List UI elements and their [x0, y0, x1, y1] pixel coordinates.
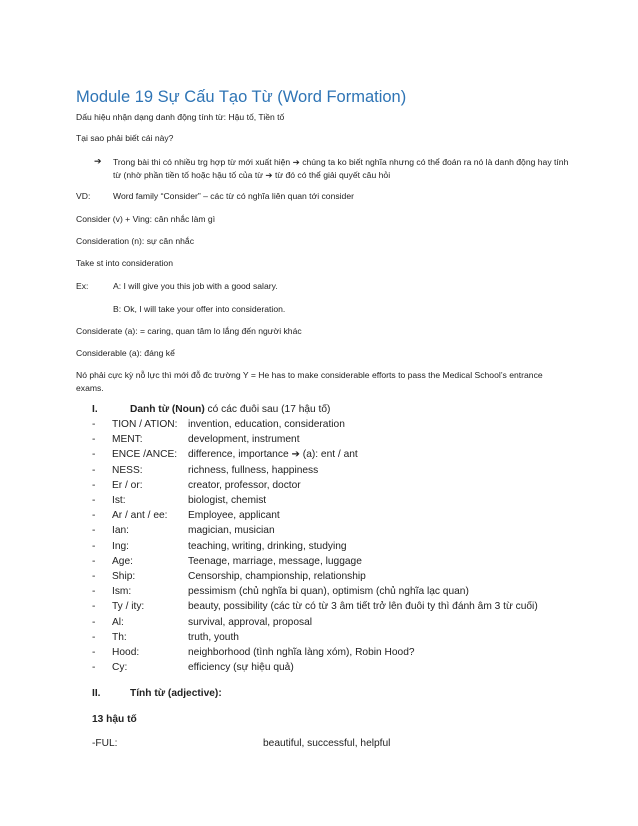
- suffix: Al:: [112, 616, 124, 628]
- suffix: Age:: [112, 555, 133, 567]
- consider-line: Consider (v) + Ving: cân nhắc làm gì: [76, 214, 216, 224]
- list-dash: -: [92, 555, 96, 567]
- list-dash: -: [92, 449, 96, 461]
- list-dash: -: [92, 601, 96, 613]
- suffix-examples: Censorship, championship, relationship: [188, 571, 366, 582]
- suffix: Ar / ant / ee:: [112, 510, 168, 522]
- suffix: MENT:: [112, 434, 143, 446]
- section-heading-adjective: [92, 688, 222, 699]
- arrow-icon: ➔: [94, 156, 102, 166]
- suffix-examples: neighborhood (tình nghĩa làng xóm), Robin Hood?: [188, 647, 415, 658]
- suffix-examples: richness, fullness, happiness: [188, 464, 319, 476]
- suffix-examples: beauty, possibility (các từ có từ 3 âm tiết trở lên đuôi ty thì đánh âm 3 từ cuối): [188, 601, 538, 613]
- adjective-suffix-count: 13 hậu tố: [92, 714, 137, 725]
- section-title: Danh từ (Noun): [130, 404, 205, 415]
- suffix: Ty / ity:: [112, 601, 145, 613]
- suffix-examples: invention, education, consideration: [188, 419, 345, 430]
- bullet-paragraph: Trong bài thi có nhiều trg hợp từ mới xuất hiện ➔ chúng ta ko biết nghĩa nhưng có thể đoán ra nó là danh động hay tính từ (nhờ phần tiền tố hoặc hậu tố của từ ➔ từ đó có thể giải quyết câu hỏi: [113, 157, 569, 180]
- page-title: Module 19 Sự Cấu Tạo Từ (Word Formation): [76, 88, 407, 106]
- list-dash: -: [92, 525, 96, 537]
- section-number: I.: [92, 404, 98, 415]
- suffix-examples: magician, musician: [188, 525, 275, 537]
- list-dash: -: [92, 647, 96, 658]
- effort-paragraph: Nó phải cực kỳ nỗ lực thì mới đỗ đc trường Y = He has to make considerable efforts to pass the Medical School’s entrance exams.: [76, 370, 543, 393]
- list-dash: -: [92, 586, 96, 598]
- section-title-rest: có các đuôi sau (17 hậu tố): [204, 404, 331, 415]
- suffix-examples: Employee, applicant: [188, 510, 280, 522]
- suffix-examples: development, instrument: [188, 434, 300, 446]
- suffix-examples: efficiency (sự hiệu quả): [188, 662, 294, 674]
- list-dash: -: [92, 631, 96, 643]
- section-title: Tính từ (adjective):: [130, 688, 222, 699]
- list-dash: -: [92, 495, 96, 506]
- list-dash: -: [92, 419, 96, 430]
- suffix: Er / or:: [112, 479, 143, 491]
- example-a: A: I will give you this job with a good salary.: [113, 281, 278, 291]
- list-dash: -: [92, 662, 96, 674]
- list-dash: -: [92, 540, 96, 552]
- list-dash: -: [92, 464, 96, 476]
- subtitle: Dấu hiệu nhận dạng danh động tính từ: Hậu tố, Tiền tố: [76, 112, 285, 122]
- considerate-line: Considerate (a): = caring, quan tâm lo lắng đến người khác: [76, 326, 302, 336]
- suffix: Cy:: [112, 662, 128, 674]
- suffix-examples: teaching, writing, drinking, studying: [188, 540, 347, 552]
- suffix: TION / ATION:: [112, 419, 178, 430]
- vd-text: Word family “Consider” – các từ có nghĩa liên quan tới consider: [113, 191, 354, 201]
- list-dash: -: [92, 434, 96, 446]
- suffix-examples: Teenage, marriage, message, luggage: [188, 555, 362, 567]
- list-dash: -: [92, 616, 96, 628]
- suffix: Ism:: [112, 586, 132, 598]
- vd-label: VD:: [76, 191, 91, 201]
- suffix-examples: difference, importance ➔ (a): ent / ant: [188, 449, 358, 461]
- suffix-examples: pessimism (chủ nghĩa bi quan), optimism (chủ nghĩa lạc quan): [188, 586, 469, 598]
- suffix-examples: truth, youth: [188, 631, 239, 643]
- suffix: Ship:: [112, 571, 136, 582]
- suffix: ENCE /ANCE:: [112, 449, 178, 461]
- suffix-examples: creator, professor, doctor: [188, 479, 301, 491]
- take-into-line: Take st into consideration: [76, 258, 173, 268]
- considerable-line: Considerable (a): đáng kể: [76, 348, 175, 358]
- suffix: Ian:: [112, 525, 129, 537]
- suffix: NESS:: [112, 464, 143, 476]
- suffix-examples: biologist, chemist: [188, 495, 267, 506]
- list-dash: -: [92, 571, 96, 582]
- suffix-examples: survival, approval, proposal: [188, 616, 313, 628]
- question-line: Tại sao phải biết cái này?: [76, 133, 174, 143]
- suffix: Ist:: [112, 495, 126, 506]
- section-number: II.: [92, 688, 101, 699]
- suffix-examples: beautiful, successful, helpful: [263, 738, 391, 749]
- adjective-suffix-row: [92, 738, 391, 749]
- suffix: Ing:: [112, 540, 129, 552]
- example-b: B: Ok, I will take your offer into consideration.: [113, 304, 286, 314]
- consideration-line: Consideration (n): sự cân nhắc: [76, 236, 195, 246]
- suffix: Th:: [112, 631, 127, 643]
- section-heading-noun: [92, 404, 330, 415]
- ex-label: Ex:: [76, 281, 89, 291]
- suffix: Hood:: [112, 647, 140, 658]
- list-dash: -: [92, 510, 96, 522]
- list-dash: -: [92, 479, 96, 491]
- suffix: -FUL:: [92, 738, 118, 749]
